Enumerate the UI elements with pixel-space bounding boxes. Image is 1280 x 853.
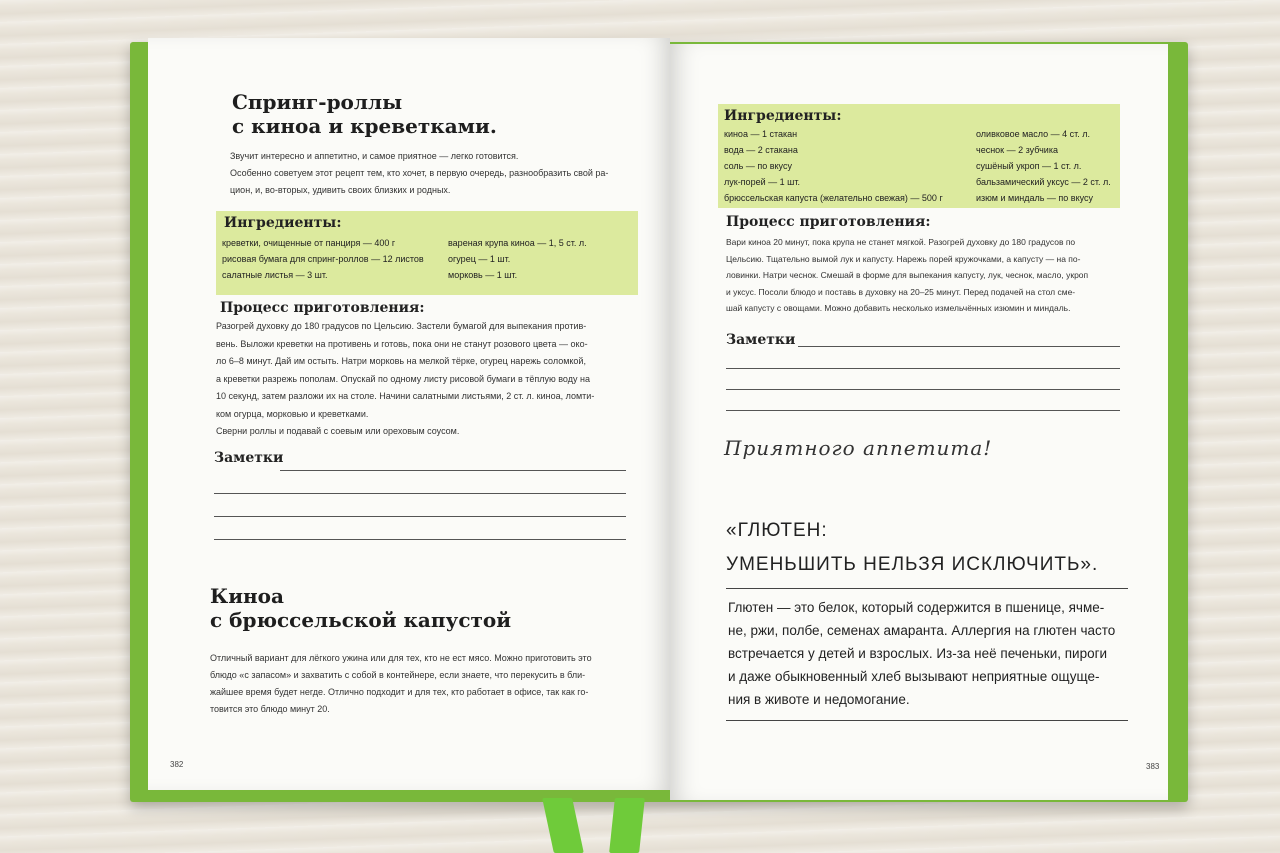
ingredients-list-1: киноа — 1 стакан вода — 2 стакана соль — по вкусу лук-порей — 1 шт. брюссельская капуста (желательно свежая) — 500 г [724, 129, 943, 203]
appetite-script: Приятного аппетита! [724, 436, 993, 460]
notes-line [214, 539, 626, 540]
ingredients-title: Ингредиенты: [224, 215, 342, 231]
recipe-title: Спринг-роллы с киноа и креветками. [232, 90, 497, 138]
notes-line [280, 470, 626, 471]
notes-line [214, 516, 626, 517]
left-page [148, 38, 670, 790]
ingredients-title: Ингредиенты: [724, 108, 842, 124]
bookmark-ribbon-right [609, 798, 645, 853]
notes-line [726, 389, 1120, 390]
process-text: Вари киноа 20 минут, пока крупа не станет мягкой. Разогрей духовку до 180 градусов по Цельсию. Тщательно вымой лук и капусту. Нарежь порей кружочками, а капусту — на по- ловинки. Натри чеснок. Смешай в форме для выпекания капусту, лук, чеснок, масло, укроп и уксус. Посоли блюдо и поставь в духовку на 20–25 минут. Перед подачей на стол сме- шай капусту с овощами. Можно добавить несколько измельчённых изюмин и миндаль. [726, 237, 1089, 313]
ingredients-list-2: вареная крупа киноа — 1, 5 ст. л. огурец — 1 шт. морковь — 1 шт. [448, 238, 587, 280]
gluten-quote: «ГЛЮТЕН: УМЕНЬШИТЬ НЕЛЬЗЯ ИСКЛЮЧИТЬ». [726, 520, 1099, 575]
process-title: Процесс приготовления: [726, 214, 931, 230]
ingredients-band [718, 104, 1120, 208]
page-number: 383 [1146, 762, 1160, 771]
bookmark-ribbon-left [542, 798, 584, 853]
notes-line [726, 368, 1120, 369]
recipe-title: Киноа с брюссельской капустой [210, 584, 512, 632]
ingredients-list-2: оливковое масло — 4 ст. л. чеснок — 2 зубчика сушёный укроп — 1 ст. л. бальзамический уксус — 2 ст. л. изюм и миндаль — по вкусу [976, 129, 1111, 203]
ingredients-band [216, 211, 638, 295]
ingredients-list-1: креветки, очищенные от панциря — 400 г рисовая бумага для спринг-роллов — 12 листов салатные листья — 3 шт. [222, 238, 424, 280]
recipe-intro: Отличный вариант для лёгкого ужина или для тех, кто не ест мясо. Можно приготовить это блюдо «с запасом» и захватить с собой в контейнере, если знаете, что перекусить в бли- жайшее время будет негде. Отлично подходит и для тех, кто работает в офисе, так как го- товится это блюдо минут 20. [210, 653, 592, 714]
divider [726, 588, 1128, 589]
notes-line [726, 410, 1120, 411]
gluten-text: Глютен — это белок, который содержится в пшенице, ячме- не, ржи, полбе, семенах амаранта. Аллергия на глютен часто встречается у детей и взрослых. Из-за неё печеньки, пироги и даже обыкновенный хлеб вызывают неприятные ощуще- ния в животе и недомогание. [728, 600, 1116, 707]
notes-title: Заметки [726, 332, 796, 348]
page-number: 382 [170, 760, 184, 769]
process-title: Процесс приготовления: [220, 300, 425, 316]
notes-title: Заметки [214, 450, 284, 466]
right-page [670, 44, 1168, 800]
process-text: Разогрей духовку до 180 градусов по Цельсию. Застели бумагой для выпекания против- вень. Выложи креветки на противень и готовь, пока они не станут розового цвета — око- ло 6–8 минут. Дай им остыть. Натри морковь на мелкой тёрке, огурец нарежь соломкой, а креветки разрежь пополам. Опускай по одному листу рисовой бумаги в тёплую воду на 10 секунд, затем разложи их на столе. Начини салатными листьями, 2 ст. л. киноа, ломти- ком огурца, морковью и креветками. Сверни роллы и подавай с соевым или ореховым соусом. [216, 321, 595, 436]
recipe-intro: Звучит интересно и аппетитно, и самое приятное — легко готовится. Особенно советуем этот рецепт тем, кто хочет, в первую очередь, разнообразить свой ра- цион, и, во-вторых, удивить своих близких и родных. [230, 151, 609, 195]
divider [726, 720, 1128, 721]
notes-line [798, 346, 1120, 347]
notes-line [214, 493, 626, 494]
